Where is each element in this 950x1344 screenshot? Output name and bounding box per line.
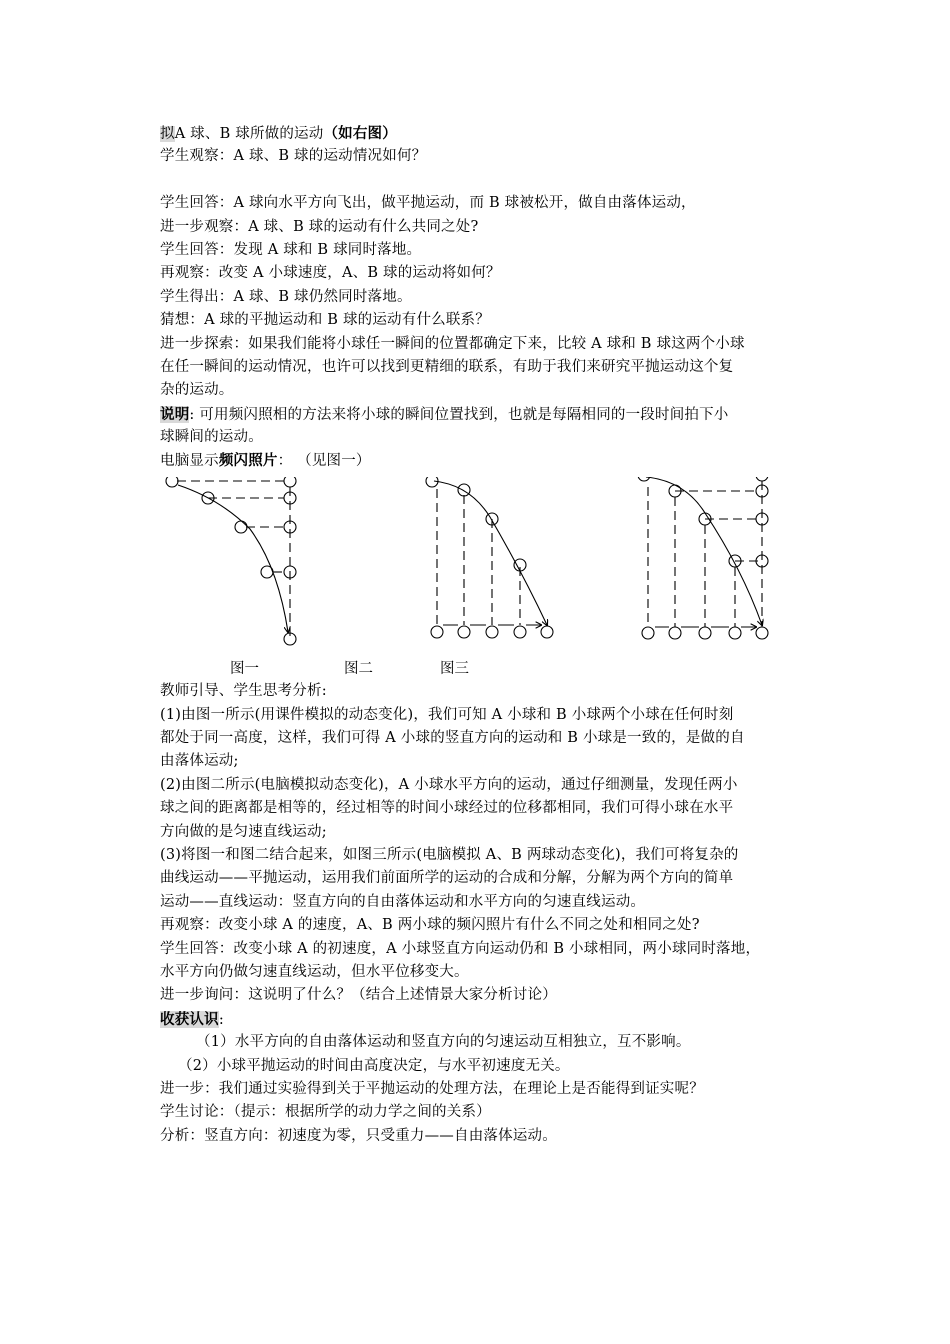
line-14: 电脑显示频闪照片： （见图一） <box>160 452 371 470</box>
line-9: 进一步探索：如果我们能将小球任一瞬间的位置都确定下来，比较 A 球和 B 球这两个小球 <box>160 335 745 352</box>
para-12: 学生回答：改变小球 A 的初速度，A 小球竖直方向运动仍和 B 小球相同，两小球同时落地， <box>160 940 761 957</box>
para-2: (1)由图一所示(用课件模拟的动态变化)，我们可知 A 小球和 B 小球两个小球在任何时刻 <box>160 706 734 723</box>
figure-captions <box>160 657 810 680</box>
caption-figure-2: 图二 <box>344 660 373 677</box>
para-1: 教师引导、学生思考分析: <box>160 683 327 700</box>
line-8: 猜想：A 球的平抛运动和 B 球的运动有什么联系？ <box>160 312 490 329</box>
document-body <box>160 122 810 1148</box>
line-1: 拟A 球、B 球所做的运动（如右图） <box>160 125 397 142</box>
strobe-diagrams-svg <box>160 477 810 657</box>
line-10: 在任一瞬间的运动情况，也许可以找到更精细的联系，有助于我们来研究平抛运动这个复 <box>160 358 734 375</box>
para-7: 方向做的是匀速直线运动; <box>160 823 327 840</box>
line-2: 学生观察：A 球、B 球的运动情况如何？ <box>160 148 427 165</box>
para-20: 分析：竖直方向：初速度为零，只受重力——自由落体运动。 <box>160 1127 557 1144</box>
strobe-figures <box>160 477 810 657</box>
line-4: 进一步观察：A 球、B 球的运动有什么共同之处? <box>160 218 479 235</box>
blank-line <box>160 169 810 192</box>
para-3: 都处于同一高度，这样，我们可得 A 小球的竖直方向的运动和 B 小球是一致的，是做的自 <box>160 730 745 747</box>
para-9: 曲线运动——平抛运动，运用我们前面所学的运动的合成和分解，分解为两个方向的简单 <box>160 870 734 887</box>
para-5: (2)由图二所示(电脑模拟动态变化)，A 小球水平方向的运动，通过仔细测量，发现任两小 <box>160 776 738 793</box>
para-4: 由落体运动; <box>160 753 239 770</box>
caption-figure-3: 图三 <box>440 660 469 677</box>
para-6: 球之间的距离都是相等的，经过相等的时间小球经过的位移都相同，我们可得小球在水平 <box>160 800 734 817</box>
figure-1-diagram <box>166 477 296 645</box>
line-7: 学生得出：A 球、B 球仍然同时落地。 <box>160 288 412 305</box>
para-8: (3)将图一和图二结合起来，如图三所示(电脑模拟 A、B 两球动态变化)，我们可将复杂的 <box>160 846 739 863</box>
caption-figure-1: 图一 <box>230 660 259 677</box>
line-13: 球瞬间的运动。 <box>160 429 263 446</box>
para-19: 学生讨论：（提示：根据所学的动力学之间的关系） <box>160 1104 491 1121</box>
para-18: 进一步：我们通过实验得到关于平抛运动的处理方法，在理论上是否能得到证实呢？ <box>160 1080 704 1097</box>
para-17: （2）小球平抛运动的时间由高度决定，与水平初速度无关。 <box>178 1057 570 1074</box>
line-11: 杂的运动。 <box>160 382 234 399</box>
line-6: 再观察：改变 A 小球速度，A、B 球的运动将如何？ <box>160 265 501 282</box>
label-gain: 收获认识 <box>160 1010 219 1028</box>
para-14: 进一步询问：这说明了什么？（结合上述情景大家分析讨论） <box>160 987 557 1004</box>
para-11: 再观察：改变小球 A 的速度，A、B 两小球的频闪照片有什么不同之处和相同之处? <box>160 917 700 934</box>
para-13: 水平方向仍做匀速直线运动，但水平位移变大。 <box>160 963 469 980</box>
highlighted-char: 拟 <box>160 126 175 142</box>
line-5: 学生回答：发现 A 球和 B 球同时落地。 <box>160 241 422 258</box>
line-3: 学生回答：A 球向水平方向飞出，做平抛运动，而 B 球被松开，做自由落体运动， <box>160 195 696 212</box>
figure-3-diagram <box>638 477 768 639</box>
para-10: 运动——直线运动：竖直方向的自由落体运动和水平方向的匀速直线运动。 <box>160 893 646 910</box>
figure-2-diagram <box>426 477 553 638</box>
line-12: 说明: 可用频闪照相的方法来将小球的瞬间位置找到，也就是每隔相同的一段时间拍下小 <box>160 405 729 423</box>
para-16: （1）水平方向的自由落体运动和竖直方向的匀速运动互相独立，互不影响。 <box>196 1034 691 1051</box>
label-explain: 说明 <box>160 405 190 423</box>
para-15: 收获认识: <box>160 1010 224 1028</box>
